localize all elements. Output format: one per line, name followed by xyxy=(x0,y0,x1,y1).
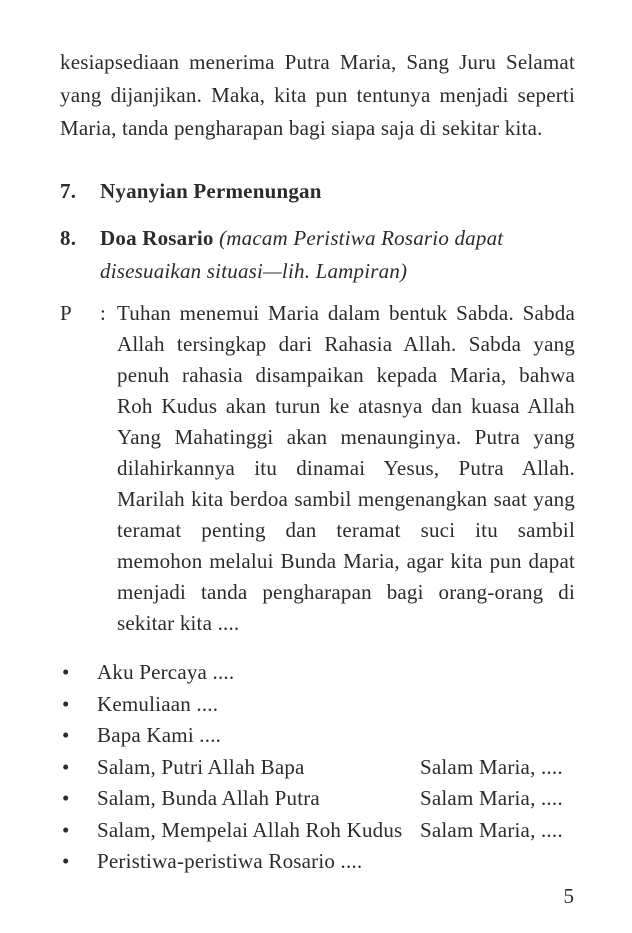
item-note: (macam Peristiwa Rosario dapat disesuaikan situasi—lih. Lampiran) xyxy=(100,226,504,283)
item-title: Doa Rosario xyxy=(100,226,214,250)
list-item-response: Salam Maria, .... xyxy=(420,817,563,842)
agenda-item-8 xyxy=(60,222,575,288)
dialog-paragraph xyxy=(60,298,575,639)
list-item-text: Aku Percaya .... xyxy=(97,660,235,684)
item-title: Nyanyian Permenungan xyxy=(100,179,322,203)
bullet-icon: • xyxy=(62,723,70,747)
list-item xyxy=(60,846,575,878)
list-item-response xyxy=(420,846,575,878)
list-item xyxy=(60,752,575,784)
list-item-response xyxy=(420,720,575,752)
list-item xyxy=(60,720,575,752)
list-item-response xyxy=(420,657,575,689)
list-item xyxy=(60,689,575,721)
dialog-speaker: P xyxy=(60,301,72,325)
agenda-item-7 xyxy=(60,175,575,208)
list-item-text: Salam, Mempelai Allah Roh Kudus xyxy=(97,817,403,842)
list-item-response: Salam Maria, .... xyxy=(420,786,563,810)
list-item-text: Kemuliaan .... xyxy=(97,691,219,716)
item-number: 7. xyxy=(60,179,77,203)
item-number: 8. xyxy=(60,226,77,250)
bullet-icon: • xyxy=(62,754,70,779)
dialog-text: Tuhan menemui Maria dalam bentuk Sabda. Sabda Allah tersingkap dari Rahasia Allah. Sabda yang penuh rahasia disampaikan kepada Maria, bahwa Roh Kudus akan turun ke atasnya dan kuasa Allah Yang Mahatinggi akan menaunginya. Putra yang dilahirkannya itu dinamai Yesus, Putra Allah. Marilah kita berdoa sambil mengenangkan saat yang teramat penting dan teramat suci itu sambil memohon melalui Bunda Maria, agar kita pun dapat menjadi tanda pengharapan bagi orang-orang di sekitar kita .... xyxy=(117,301,575,635)
bullet-icon: • xyxy=(62,817,70,842)
list-item xyxy=(60,657,575,689)
list-item-response: Salam Maria, .... xyxy=(420,754,563,779)
list-item xyxy=(60,815,575,847)
list-item-response xyxy=(420,689,575,721)
bullet-list xyxy=(60,657,575,878)
dialog-separator: : xyxy=(100,301,107,325)
list-item-text: Salam, Putri Allah Bapa xyxy=(97,754,305,779)
item-body xyxy=(100,175,532,208)
bullet-icon: • xyxy=(62,660,70,684)
list-item-text: Bapa Kami .... xyxy=(97,723,222,747)
bullet-icon: • xyxy=(62,786,70,810)
list-item xyxy=(60,783,575,815)
intro-paragraph: kesiapsediaan menerima Putra Maria, Sang Juru Selamat yang dijanjikan. Maka, kita pun tentunya menjadi seperti Maria, tanda pengharapan bagi siapa saja di sekitar kita. xyxy=(60,50,575,140)
item-body xyxy=(100,222,532,288)
bullet-icon: • xyxy=(62,691,70,716)
page-number: 5 xyxy=(563,884,574,908)
list-item-text: Peristiwa-peristiwa Rosario .... xyxy=(97,849,363,873)
bullet-icon: • xyxy=(62,849,70,873)
list-item-text: Salam, Bunda Allah Putra xyxy=(97,786,320,810)
